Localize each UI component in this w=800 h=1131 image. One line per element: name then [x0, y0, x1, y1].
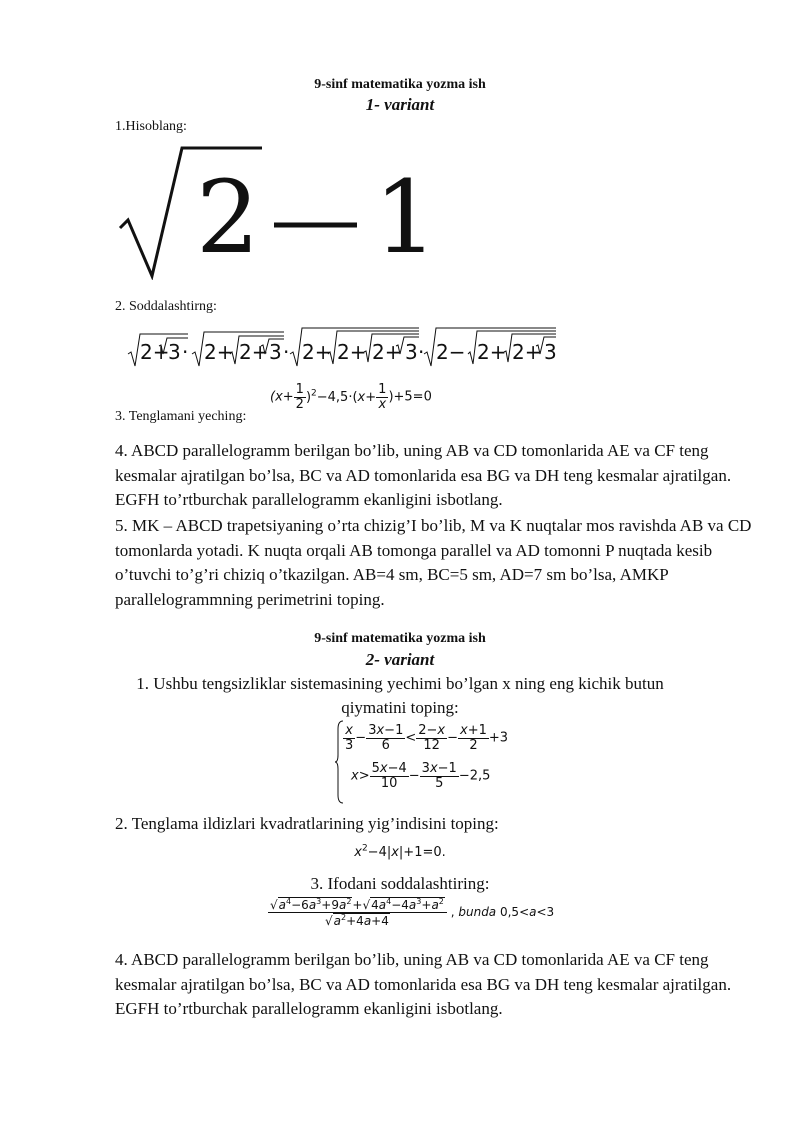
svg-text:3: 3 — [269, 340, 282, 364]
v1-q1-label: 1.Hisoblang: — [115, 119, 187, 134]
v2-q1-system — [335, 719, 535, 805]
v2-variant-heading: 2- variant — [365, 650, 435, 669]
system-row-2: x> $\frac{5x-4}{10}$ − $\frac{3x-1}{5}$ −2,5 — [351, 761, 491, 791]
svg-text:·: · — [283, 340, 290, 364]
v2-q4-text: 4. ABCD parallelogramm berilgan bo’lib, uning AB va CD tomonlarida AE va CF teng kesmalar ajratilgan bo’lsa, BC va AD tomonlarida esa BG va DH teng kesmalar ajratilgan. EGFH to’rtburchak parallelogramm ekanligini isbotlang. — [115, 950, 732, 1018]
v1-title: 9-sinf matematika yozma ish — [314, 77, 486, 92]
svg-text:3: 3 — [168, 340, 181, 364]
v2-q2-text: 2. Tenglama ildizlari kvadratlarining yig’indisini toping: — [115, 814, 499, 833]
svg-text:2+: 2+ — [140, 340, 170, 364]
svg-text:3: 3 — [544, 340, 557, 364]
svg-text:2+: 2+ — [239, 340, 269, 364]
v1-q3-equation: (x+ $\frac{1}{2}$ )$^2$−4,5·(x+ $\frac{1}{x}$ )+5=0 — [270, 382, 432, 412]
v1-q5-text: 5. MK – ABCD trapetsiyaning o’rta chizig’I bo’lib, M va K nuqtalar mos ravishda AB va CD tomonlarda yotadi. K nuqta orqali AB tomonga parallel va AD tomonni P nuqtada kesib o’tuvchi to’g’ri chiziq o’tkazilgan. AB=4 sm, BC=5 sm, AD=7 sm bo’lsa, AMKP parallelogrammning perimetrini toping. — [115, 516, 752, 609]
v1-variant-heading: 1- variant — [365, 95, 435, 114]
v1-q2-label: 2. Soddalashtirng: — [115, 299, 217, 314]
v1-q1-constant: 1 — [374, 159, 438, 276]
v1-q2-expression — [126, 326, 566, 368]
system-row-1: $\frac{x}{3}$ − $\frac{3x-1}{6}$ < $\frac{2-x}{12}$ − $\frac{x+1}{2}$ +3 — [345, 723, 509, 753]
v1-q1-expression — [112, 140, 452, 280]
svg-text:2+: 2+ — [477, 340, 507, 364]
v2-title: 9-sinf matematika yozma ish — [314, 631, 486, 646]
v2-q1-line1: 1. Ushbu tengsizliklar sistemasining yechimi bo’lgan x ning eng kichik butun — [136, 674, 664, 693]
svg-text:·: · — [182, 340, 189, 364]
svg-text:·: · — [418, 340, 425, 364]
v1-q1-radicand: 2 — [196, 159, 260, 276]
v2-q3-text: 3. Ifodani soddalashtiring: — [310, 874, 490, 893]
svg-text:2+: 2+ — [372, 340, 402, 364]
v1-q4-text: 4. ABCD parallelogramm berilgan bo’lib, uning AB va CD tomonlarida AE va CF teng kesmalar ajratilgan bo’lsa, BC va AD tomonlarida esa BG va DH teng kesmalar ajratilgan. EGFH to’rtburchak parallelogramm ekanligini isbotlang. — [115, 441, 732, 509]
svg-text:2+: 2+ — [512, 340, 542, 364]
svg-text:2+: 2+ — [337, 340, 367, 364]
svg-text:2+: 2+ — [302, 340, 332, 364]
svg-text:3: 3 — [405, 340, 418, 364]
v2-q1-line2: qiymatini toping: — [341, 698, 459, 717]
v2-q2-equation: $x^2-4|x|+1=0$. — [354, 844, 446, 861]
svg-text:2+: 2+ — [204, 340, 234, 364]
svg-text:2−: 2− — [436, 340, 466, 364]
v2-q3-expression: $\frac{√a^4-6a^3+9a^2+√4a^4-4a^3+a^2}{√a^2+4a+4}$ , bunda 0,5<a<3 — [270, 897, 555, 928]
nested-radicals-graphic — [126, 326, 566, 368]
v1-q3-label: 3. Tenglamani yeching: — [115, 409, 247, 424]
